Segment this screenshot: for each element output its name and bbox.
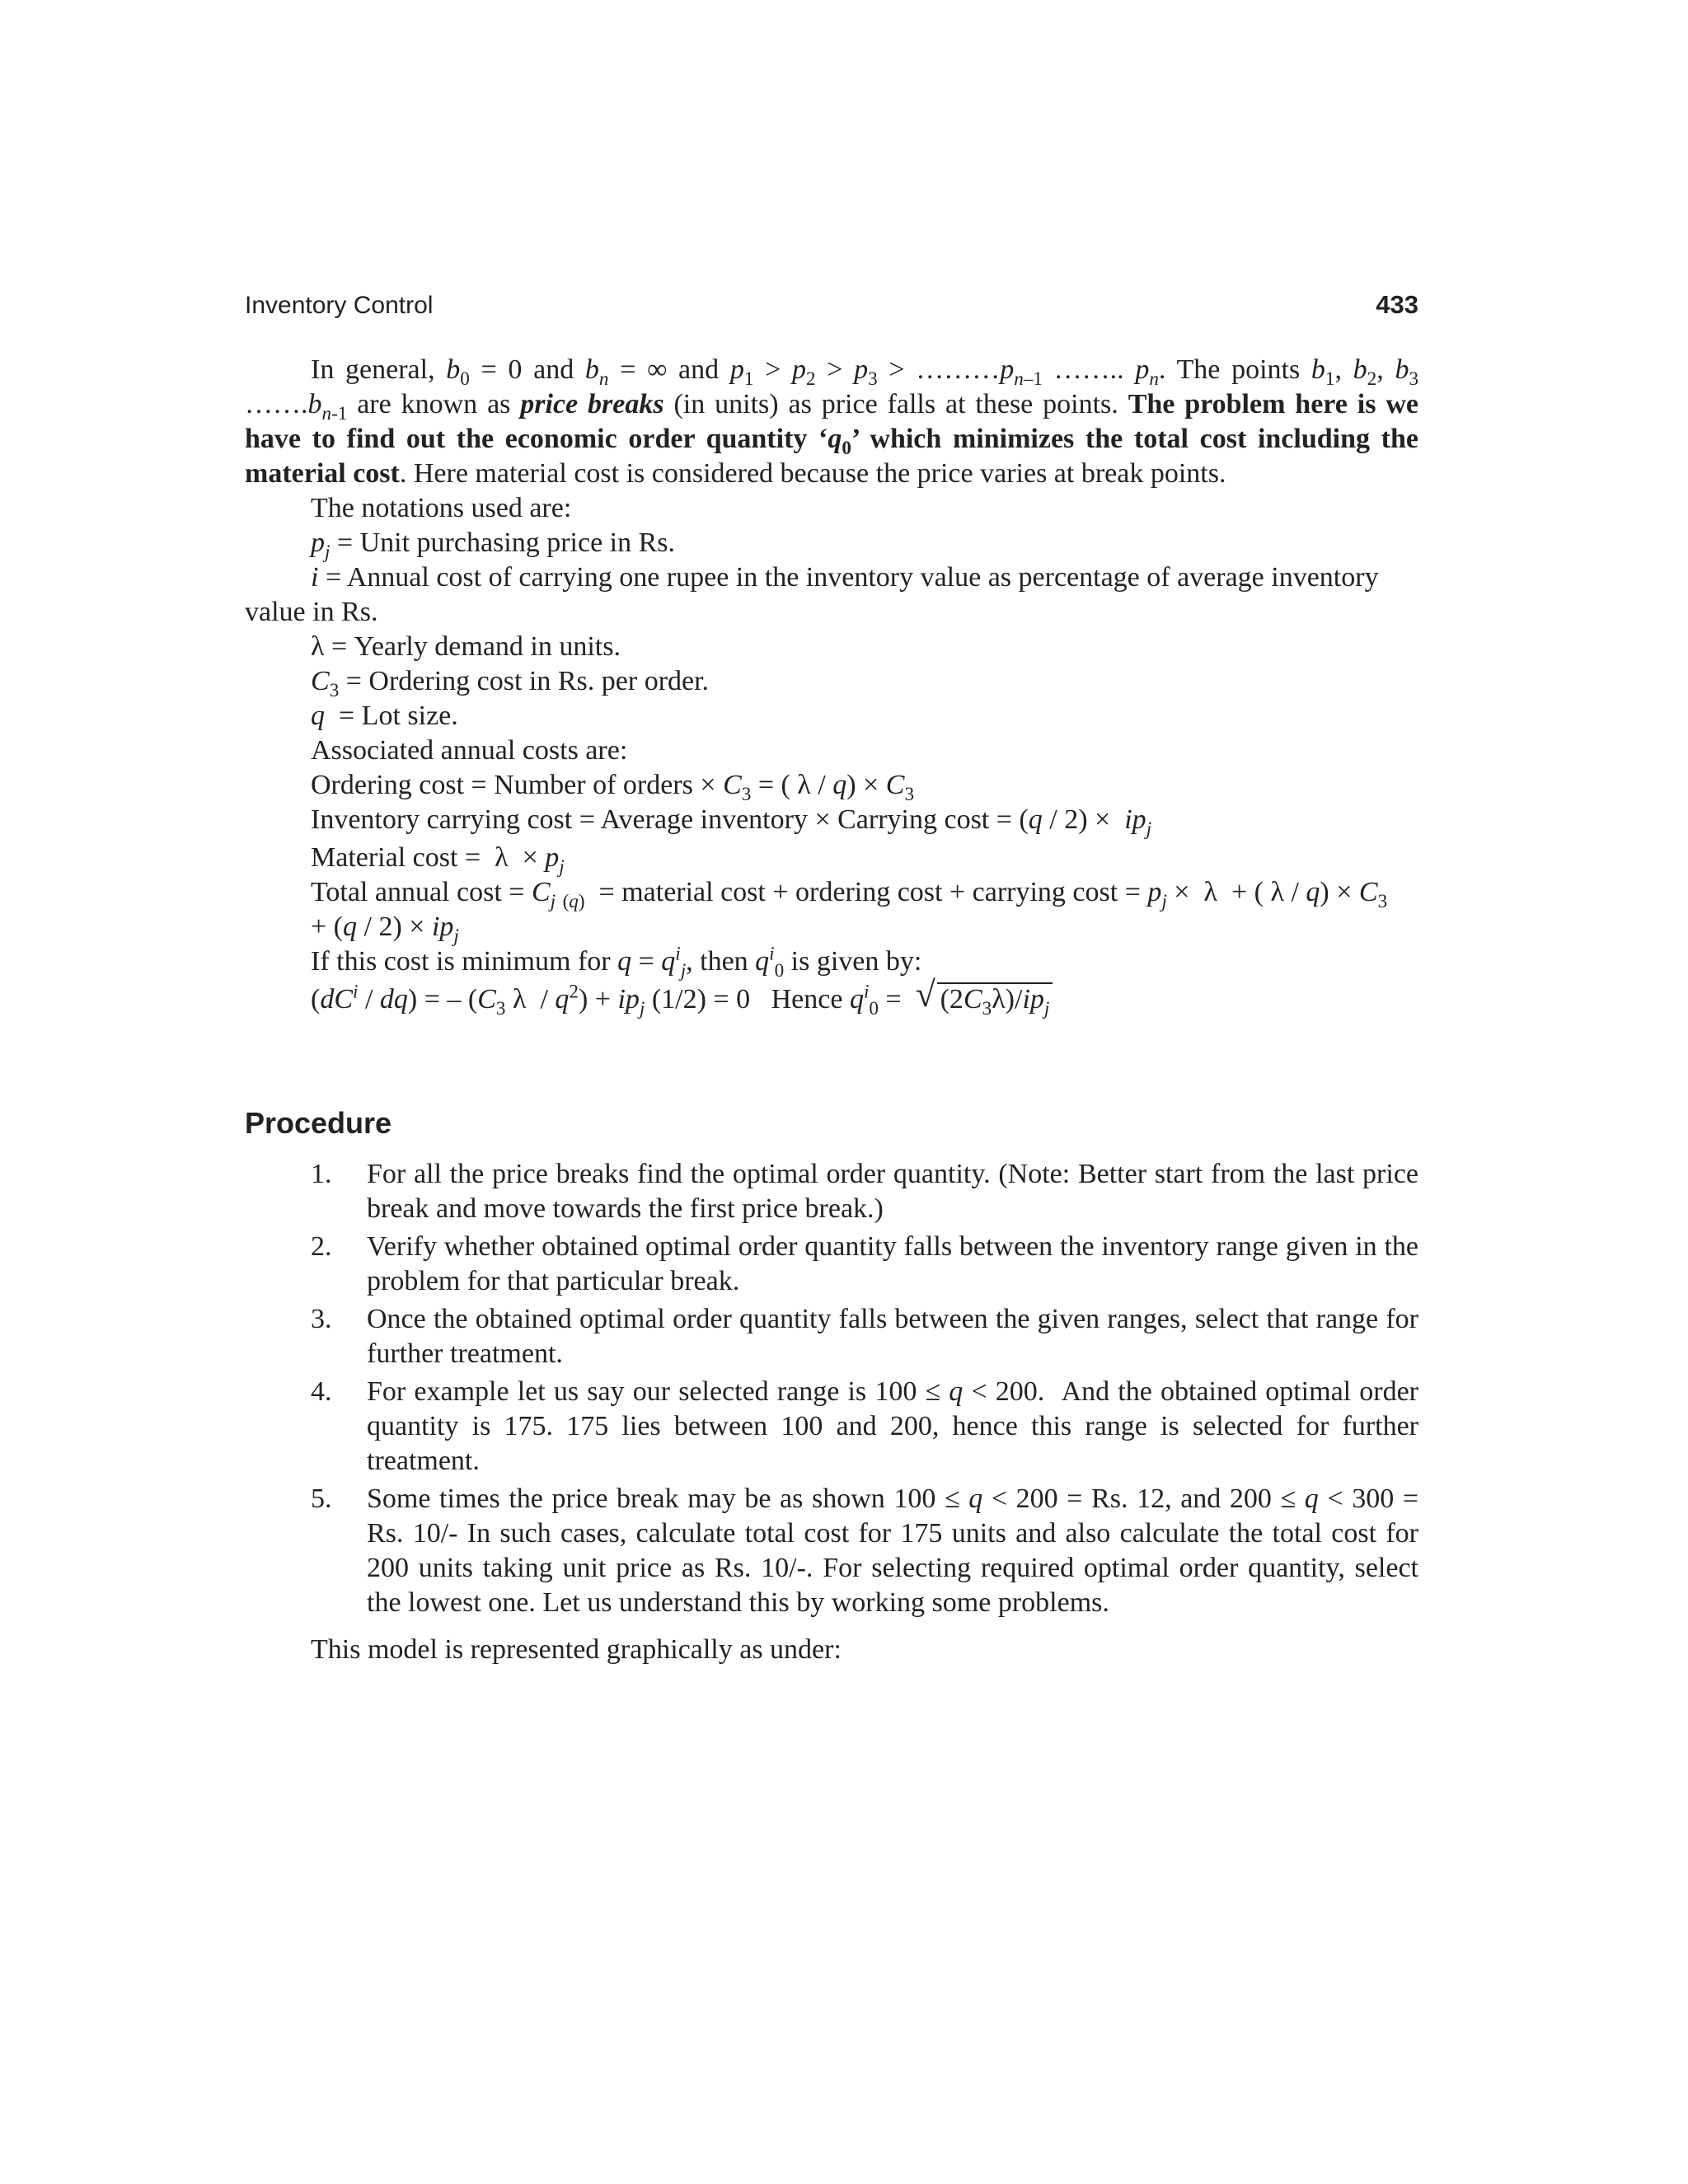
- list-item: 1. For all the price breaks find the optimal order quantity. (Note: Better start from the last price break and move towards the first price break.): [311, 1159, 1418, 1224]
- list-item: 4. For example let us say our selected range is 100 ≤ q < 200. And the obtained optimal order quantity is 175. 175 lies between 100 and 200, hence this range is selected for further treatment.: [311, 1376, 1418, 1476]
- notation-pj: $p_j$ = Unit purchasing price in Rs.: [311, 527, 676, 563]
- running-header: [245, 290, 1418, 320]
- procedure-steps: [311, 1157, 1418, 1624]
- notation-q: q = Lot size.: [311, 701, 458, 731]
- costs-intro: Associated annual costs are:: [311, 735, 628, 766]
- minimum-condition: If this cost is minimum for $q = q^i_j$, then $q^i_0$ is given by:: [311, 943, 922, 982]
- total-cost-formula-cont: + $(q / 2) \times ip_j$: [311, 912, 459, 947]
- ordering-cost-formula: Ordering cost = Number of orders × $C_3$ = ( $\lambda / q) \times C_3$: [311, 770, 914, 805]
- notation-lambda: λ = Yearly demand in units.: [311, 631, 621, 662]
- square-root-symbol: √ $(2C_3\lambda)/ip_j$: [916, 982, 1053, 1017]
- total-cost-formula: Total annual $\cos t = C_j$ $_{(q)}$ = material cost + ordering cost + carrying $\cos t = p_j \times \lambda$ + ( $\lambda / q) \times C_3$: [311, 877, 1388, 912]
- list-item: 2. Verify whether obtained optimal order quantity falls between the inventory range given in the problem for that particular break.: [311, 1231, 1418, 1296]
- closing-sentence: This model is represented graphically as under:: [311, 1634, 842, 1665]
- list-item: 3. Once the obtained optimal order quantity falls between the given ranges, select that range for further treatment.: [311, 1304, 1418, 1369]
- procedure-heading: Procedure: [245, 1106, 392, 1140]
- eoq-derivation: $(dC^i / dq)$ = – ($C_3$ $\lambda / q^2) + ip_j$ (1/2) = 0 Hence $q^i_0$ = √ $(2C_3\lambda)/ip_j$: [245, 982, 1418, 1017]
- intro-paragraph: In general, $b_0 = 0$ and $b_n$ = ∞ and $p_1 > p_2 > p_3$ > $\dots\dots\dots p_{n-1}$ …….. $p_n$. The points $b_1$, $b_2$, $b_3$ $\dots\dots.b_{n-1}$ are known as price breaks (in units) as price falls at these points. The problem here is we have to find out the economic order quantity ‘$q_0$’ which minimizes the total cost including the material cost. Here material cost is considered because the price varies at break points.: [245, 354, 1418, 489]
- notation-i: i = Annual cost of carrying one rupee in the inventory value as percentage of average inventory value in Rs.: [245, 562, 1379, 627]
- notation-intro: The notations used are:: [311, 493, 572, 523]
- running-title: Inventory Control: [245, 292, 434, 319]
- page-number: 433: [1376, 290, 1418, 319]
- material-cost-formula: Material $\cos t = \lambda \times p_j$: [311, 842, 565, 878]
- carrying-cost-formula: Inventory carrying cost = Average inventory × Carrying $\cos t = (q / 2) \times ip_j$: [311, 804, 1152, 840]
- notation-c3: $C_3$ = Ordering cost in Rs. per order.: [311, 666, 710, 701]
- body-text: [245, 353, 1418, 1017]
- list-item: 5. Some times the price break may be as shown 100 ≤ q < 200 = Rs. 12, and 200 ≤ q < 300 = Rs. 10/- In such cases, calculate total cost for 175 units and also calculate the total cost for 200 units taking unit price as Rs. 10/-. For selecting required optimal order quantity, select the lowest one. Let us understand this by working some problems.: [311, 1483, 1418, 1618]
